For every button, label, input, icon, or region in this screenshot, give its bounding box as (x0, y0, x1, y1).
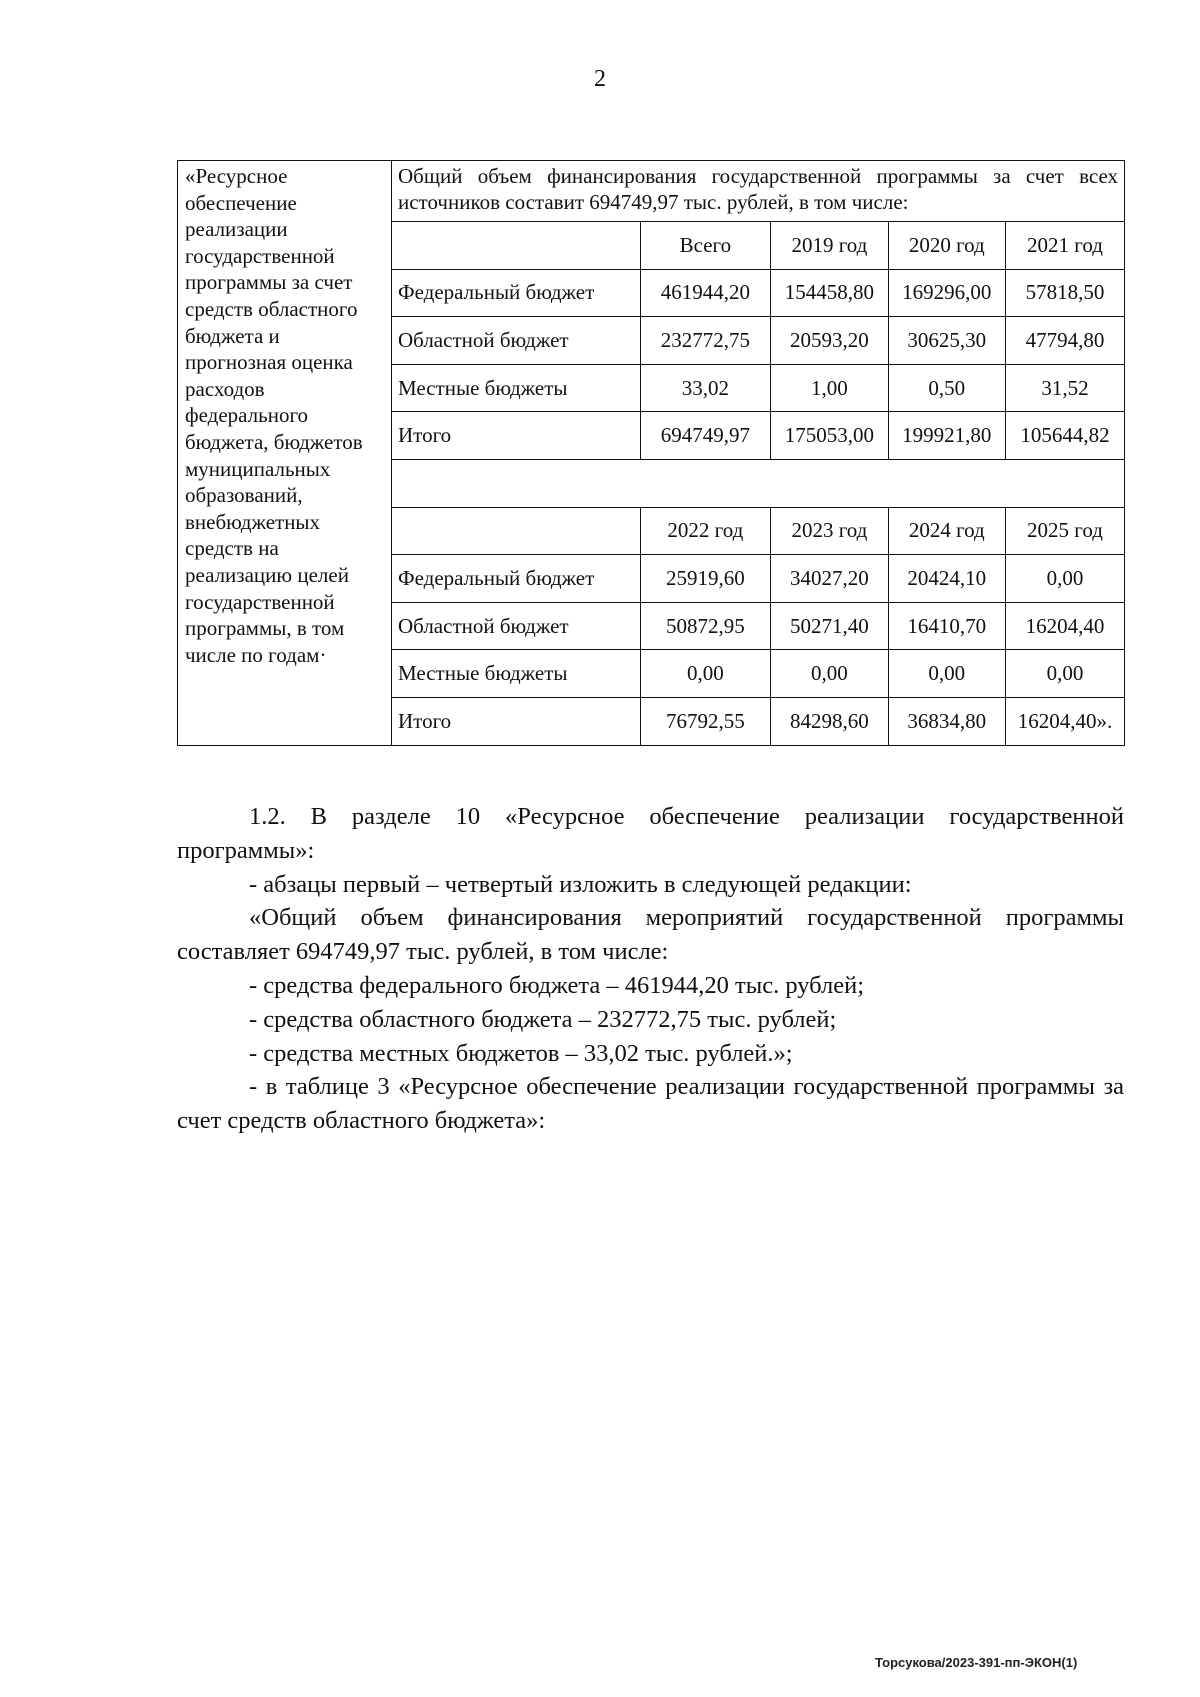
header-cell: 2019 год (771, 222, 888, 269)
table-cell: 0,50 (888, 364, 1005, 412)
table-cell: 20593,20 (771, 317, 888, 365)
table-row (392, 412, 1124, 460)
row-label: Областной бюджет (392, 317, 640, 365)
table-cell: 31,52 (1005, 364, 1124, 412)
table-cell: 0,00 (640, 650, 771, 698)
row-label: Итого (398, 708, 452, 733)
row-label: Местные бюджеты (392, 364, 640, 412)
table-cell: 0,00 (1005, 650, 1124, 698)
table-cell: 30625,30 (888, 317, 1005, 365)
table-cell: 694749,97 (640, 412, 771, 460)
paragraph-section-10: 1.2. В разделе 10 «Ресурсное обеспечение реализации государственной программы»: (177, 803, 1124, 864)
financing-cell (392, 161, 1125, 746)
table-row (392, 602, 1124, 650)
table-cell: 105644,82 (1005, 412, 1124, 460)
paragraph-total-financing: «Общий объем финансирования мероприятий государственной программы составляет 694749,97 тыс. рублей, в том числе: (177, 904, 1124, 966)
amendment-text (177, 800, 1124, 1138)
header-cell: 2021 год (1005, 222, 1124, 269)
table-cell: 199921,80 (888, 412, 1005, 460)
table-cell: 0,00 (1005, 555, 1124, 603)
paragraph-local: - средства местных бюджетов – 33,02 тыс. рублей.»; (249, 1039, 793, 1067)
document-reference: Торсукова/2023-391-пп-ЭКОН(1) (875, 1655, 1078, 1670)
spacer-cell (392, 459, 1124, 507)
header-cell: Всего (640, 222, 771, 269)
row-label: Федеральный бюджет (392, 555, 640, 603)
table-row (392, 364, 1124, 412)
table-cell: 0,00 (771, 650, 888, 698)
table-spacer-row (392, 459, 1124, 507)
financing-table (392, 222, 1124, 745)
table-cell: 154458,80 (771, 269, 888, 317)
table-cell: 1,00 (771, 364, 888, 412)
table-cell: 16204,40 (1005, 602, 1124, 650)
row-label: Итого (392, 412, 640, 460)
paragraph-table-3: - в таблице 3 «Ресурсное обеспечение реализации государственной программы за счет средств областного бюджета»: (177, 1073, 1124, 1135)
table-cell: 232772,75 (640, 317, 771, 365)
table-cell: 36834,80 (888, 697, 1005, 744)
header-cell: 2025 год (1005, 507, 1124, 555)
table-cell: 20424,10 (888, 555, 1005, 603)
header-cell (392, 507, 640, 555)
row-label: Местные бюджеты (392, 650, 640, 698)
resource-table (177, 160, 1125, 746)
table-cell: 16410,70 (888, 602, 1005, 650)
table-cell: 461944,20 (640, 269, 771, 317)
resource-label-cell: «Ресурсное обеспечение реализации государственной программы за счет средств областного бюджета и прогнозная оценка расходов федерального бюджета, бюджетов муниципальных образований, внебюджетных средств на реализацию целей государственной программы, в том числе по годам· (178, 161, 392, 746)
header-cell: 2020 год (888, 222, 1005, 269)
table-row (392, 317, 1124, 365)
financing-intro: Общий объем финансирования государственной программы за счет всех источников составит 694749,97 тыс. рублей, в том числе: (392, 161, 1124, 222)
table-row (392, 555, 1124, 603)
table-cell: 47794,80 (1005, 317, 1124, 365)
header-cell: 2023 год (771, 507, 888, 555)
table-cell: 175053,00 (771, 412, 888, 460)
table-row (392, 650, 1124, 698)
header-cell: 2024 год (888, 507, 1005, 555)
table-cell: 0,00 (888, 650, 1005, 698)
table-row (392, 697, 1124, 744)
table-cell: 76792,55 (640, 697, 771, 744)
page-number: 2 (594, 66, 606, 92)
table-cell: 169296,00 (888, 269, 1005, 317)
table-cell: 16204,40». (1005, 697, 1124, 744)
table-cell: 33,02 (640, 364, 771, 412)
row-label: Федеральный бюджет (392, 269, 640, 317)
table-cell: 50872,95 (640, 602, 771, 650)
table-header-row (392, 507, 1124, 555)
table-header-row (392, 222, 1124, 269)
table-cell: 34027,20 (771, 555, 888, 603)
header-cell: 2022 год (640, 507, 771, 555)
table-row (392, 269, 1124, 317)
paragraph-federal: - средства федерального бюджета – 461944,20 тыс. рублей; (249, 971, 865, 999)
table-cell: 84298,60 (771, 697, 888, 744)
header-cell (392, 222, 640, 269)
paragraph-regional: - средства областного бюджета – 232772,75 тыс. рублей; (249, 1005, 837, 1033)
table-cell: 57818,50 (1005, 269, 1124, 317)
table-cell: 25919,60 (640, 555, 771, 603)
table-cell: 50271,40 (771, 602, 888, 650)
paragraph-abzacy: - абзацы первый – четвертый изложить в следующей редакции: (249, 870, 912, 898)
row-label: Областной бюджет (392, 602, 640, 650)
